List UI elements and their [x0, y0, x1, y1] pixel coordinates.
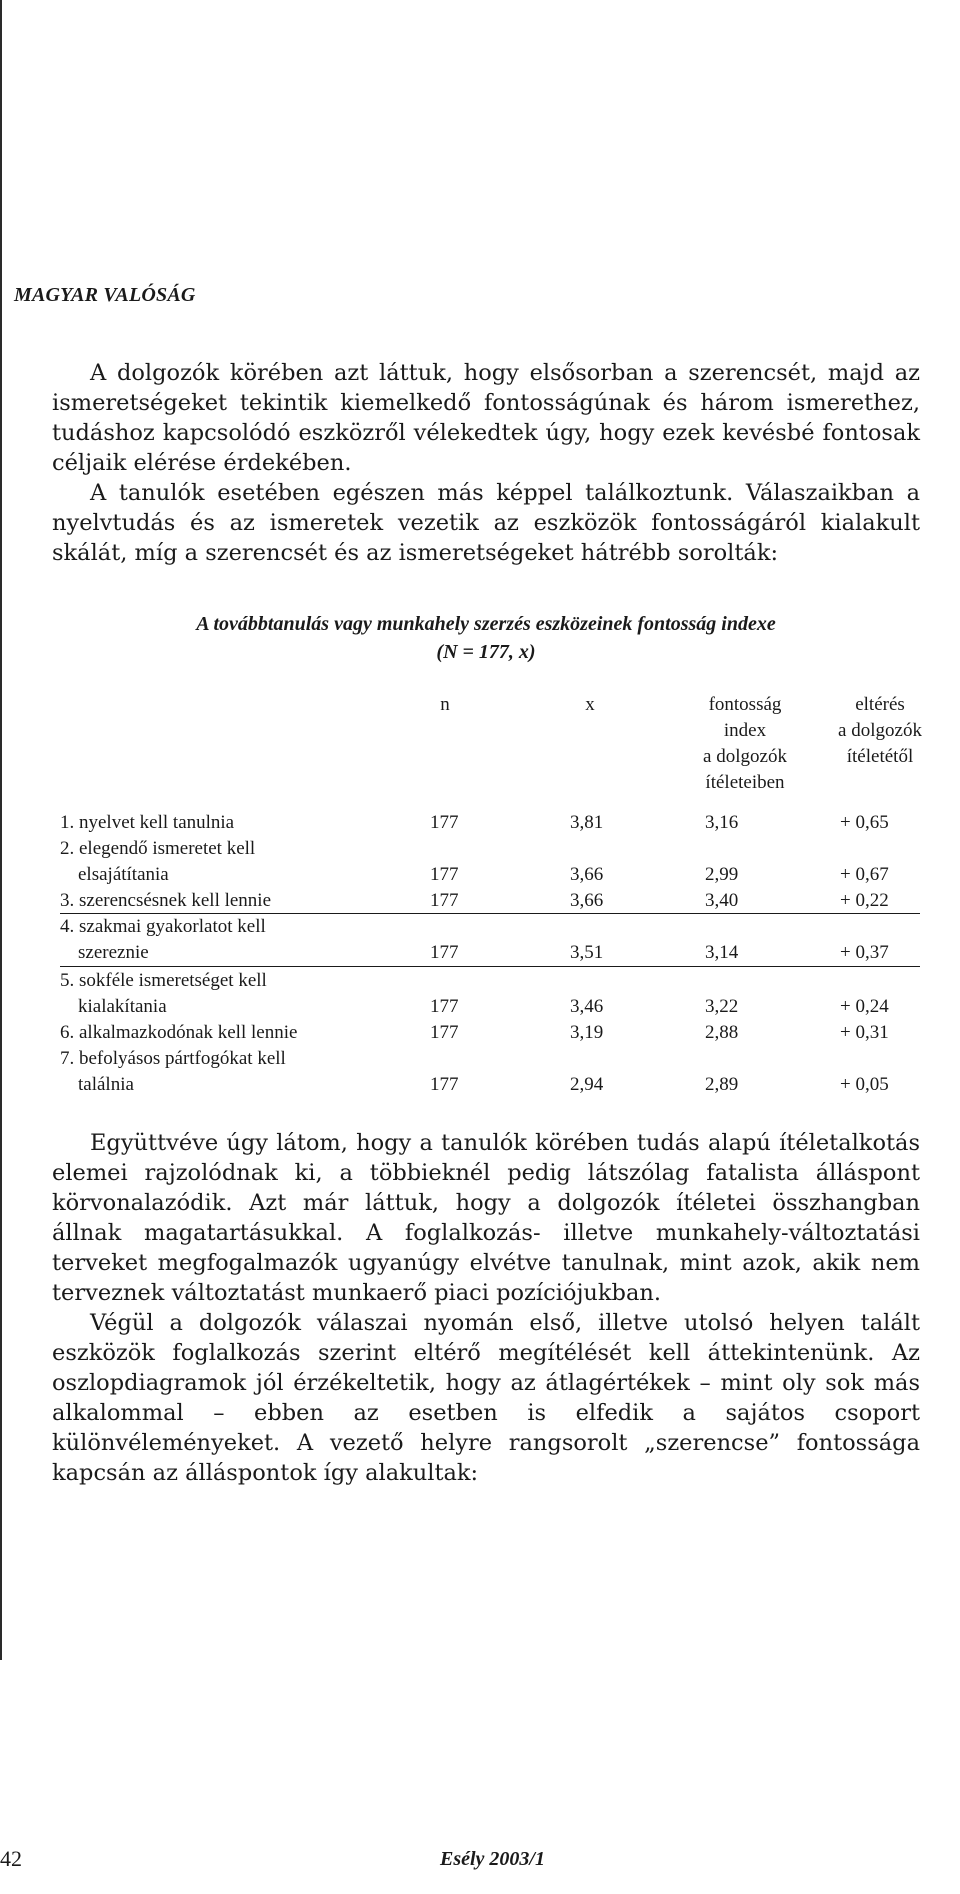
table-title-block [52, 610, 920, 666]
row-separator [60, 966, 920, 967]
column-header-n: n [440, 694, 450, 715]
left-margin-rule [0, 0, 2, 1660]
running-header: MAGYAR VALÓSÁG [14, 284, 196, 306]
column-header-index: fontosság index a dolgozók ítéleteiben [703, 694, 787, 793]
outro-text [52, 1128, 920, 1488]
table-subtitle: (N = 177, x) [436, 641, 536, 663]
column-header-x: x [585, 694, 595, 715]
outro-paragraph-1: Együttvéve úgy látom, hogy a tanulók körében tudás alapú ítéletalkotás elemei rajzolódnak ki, a többieknél pedig látszólag fatalista álláspont körvonalazódik. Azt már láttuk, hogy a dolgozók ítéletei összhangban állnak magatartásukkal. A foglalkozás- illetve munkahely-változtatási terveket megfogalmazók ugyanúgy elvétve tanulnak, mint azok, akik nem terveznek változtatást munkaerő piaci pozíciójukban. [52, 1130, 920, 1306]
intro-text [52, 358, 920, 568]
journal-footer: Esély 2003/1 [440, 1848, 545, 1870]
intro-paragraph-2: A tanulók esetében egészen más képpel találkoztunk. Válaszaikban a nyelvtudás és az ismeretek vezetik az eszközök fontosságáról kialakult skálát, míg a szerencsét és az ismeretségeket hátrébb sorolták: [52, 480, 920, 566]
outro-paragraph-2: Végül a dolgozók válaszai nyomán első, illetve utolsó helyen talált eszközök foglalkozás szerint eltérő megítélését kell áttekintenünk. Az oszlopdiagramok jól érzékeltetik, hogy az átlagértékek – mint oly sok más alkalommal – ebben az esetben is elfedik a sajátos csoport különvéleményeket. A vezető helyre rangsorolt „szerencse” fontossága kapcsán az álláspontok így alakultak: [52, 1310, 920, 1486]
column-header-diff: eltérés a dolgozók ítéletétől [838, 694, 922, 767]
table-title: A továbbtanulás vagy munkahely szerzés eszközeinek fontosság indexe [196, 613, 776, 635]
page-number: 42 [0, 1846, 22, 1871]
intro-paragraph-1: A dolgozók körében azt láttuk, hogy elsősorban a szerencsét, majd az ismeretségeket tekintik kiemelkedő fontosságúnak és három ismerethez, tudáshoz kapcsolódó eszközről vélekedtek úgy, hogy ezek kevésbé fontosak céljaik elérése érdekében. [52, 360, 920, 476]
